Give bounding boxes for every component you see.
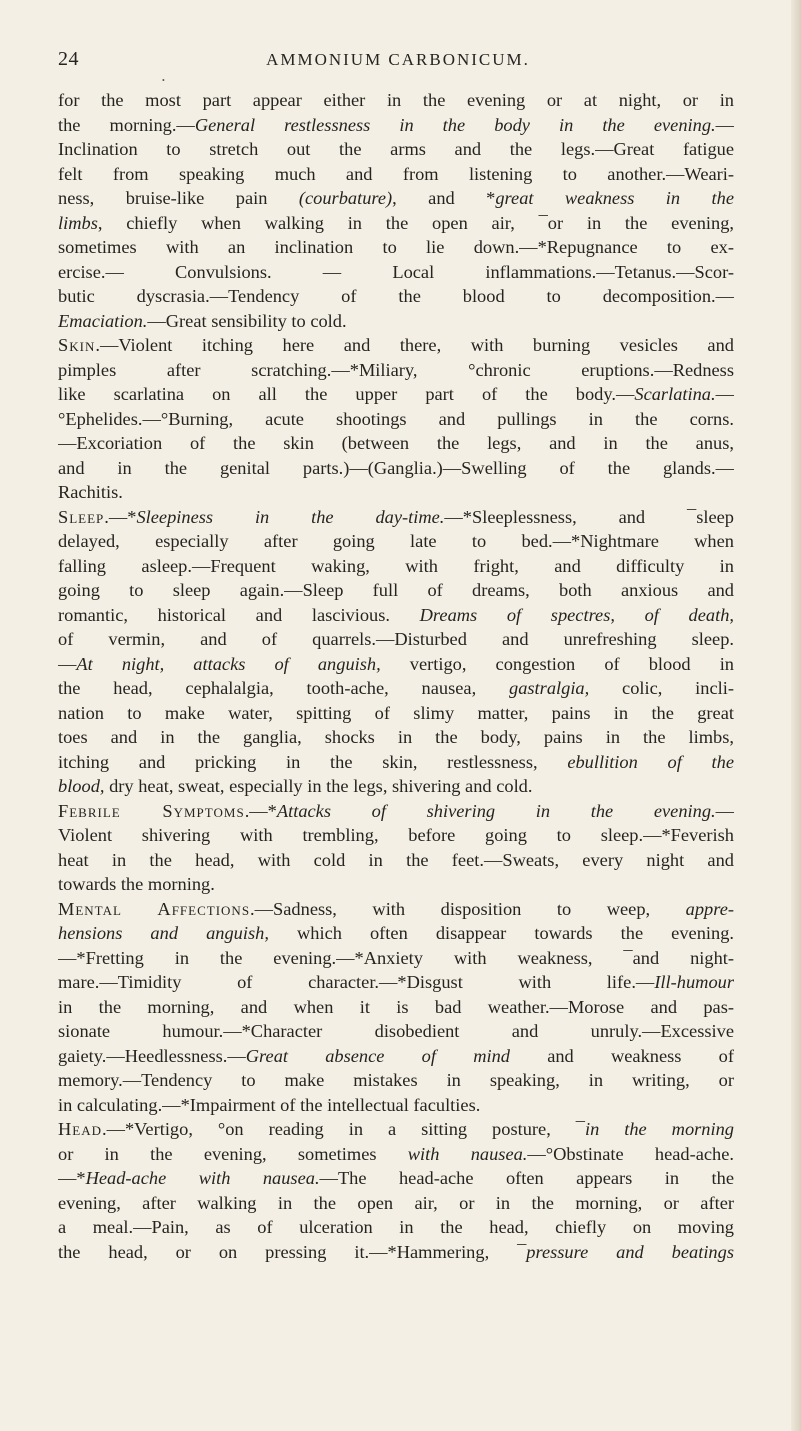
italic-phrase: blood, xyxy=(58,776,105,796)
text-line: Sleep.—*Sleepiness in the day-time.—*Sleeplessness, and ¯sleep xyxy=(58,506,734,527)
text-line: the morning.—General restlessness in the body in the evening.— xyxy=(58,114,734,135)
text-line: evening, after walking in the open air, or in the morning, or after xyxy=(58,1192,734,1213)
section-heading: Skin xyxy=(58,335,96,355)
text-line: and in the genital parts.)—(Ganglia.)—Swelling of the glands.— xyxy=(58,457,734,478)
italic-phrase: pressure and beatings xyxy=(526,1241,734,1262)
text-line: blood, dry heat, sweat, especially in the legs, shivering and cold. xyxy=(58,776,533,796)
text-line: the head, cephalalgia, tooth-ache, nausea, gastralgia, colic, incli- xyxy=(58,678,734,698)
text-line: romantic, historical and lascivious. Dreams of spectres, of death, xyxy=(58,604,734,625)
text-line: —Excoriation of the skin (between the legs, and in the anus, xyxy=(58,433,734,453)
text-line: —At night, attacks of anguish, vertigo, congestion of blood in xyxy=(58,653,734,674)
text-line: felt from speaking much and from listening to another.—Weari- xyxy=(58,163,734,184)
italic-phrase: Great absence of mind xyxy=(245,1045,510,1066)
italic-phrase: (courbature) xyxy=(298,188,393,208)
italic-phrase: limbs xyxy=(58,212,98,233)
text-line: heat in the head, with cold in the feet.—Sweats, every night and xyxy=(58,849,734,870)
text-line: pimples after scratching.—*Miliary, °chronic eruptions.—Redness xyxy=(58,359,734,380)
text-line: nation to make water, spitting of slimy matter, pains in the great xyxy=(58,702,734,723)
text-line: a meal.—Pain, as of ulceration in the head, chiefly on moving xyxy=(58,1217,734,1237)
text-line: toes and in the ganglia, shocks in the body, pains in the limbs, xyxy=(58,727,734,747)
italic-phrase: Attacks of shivering in the evening. xyxy=(276,800,716,821)
text-line: —*Head-ache with nausea.—The head-ache often appears in the xyxy=(58,1168,734,1188)
italic-phrase: Emaciation. xyxy=(58,310,148,331)
section-heading: Sleep xyxy=(58,506,105,527)
text-line: of vermin, and of quarrels.—Disturbed and unrefreshing sleep. xyxy=(58,629,734,649)
italic-phrase: ebullition of the xyxy=(567,751,734,772)
text-line: —*Fretting in the evening.—*Anxiety with weakness, ¯and night- xyxy=(58,947,734,968)
italic-phrase: hensions and anguish, xyxy=(58,923,269,943)
italic-phrase: General restlessness in the body in the evening. xyxy=(194,114,716,135)
section-heading: Head xyxy=(58,1119,102,1139)
text-line: memory.—Tendency to make mistakes in speaking, in writing, or xyxy=(58,1070,734,1090)
text-line: going to sleep again.—Sleep full of dreams, both anxious and xyxy=(58,580,734,600)
page-header xyxy=(58,48,738,85)
text-line: butic dyscrasia.—Tendency of the blood to decomposition.— xyxy=(58,286,734,306)
text-line: falling asleep.—Frequent waking, with fright, and difficulty in xyxy=(58,555,734,576)
text-line: or in the evening, sometimes with nausea.—°Obstinate head-ache. xyxy=(58,1143,734,1164)
text-line: ercise.— Convulsions. — Local inflammations.—Tetanus.—Scor- xyxy=(58,261,734,282)
body-text xyxy=(58,88,734,1264)
text-line: Inclination to stretch out the arms and the legs.—Great fatigue xyxy=(58,139,734,159)
text-line: itching and pricking in the skin, restlessness, ebullition of the xyxy=(58,751,734,772)
text-line: Mental Affections.—Sadness, with disposition to weep, appre- xyxy=(58,898,734,919)
text-line: Violent shivering with trembling, before going to sleep.—*Feverish xyxy=(58,825,734,845)
running-head: AMMONIUM CARBONICUM. xyxy=(266,50,530,69)
text-line: towards the morning. xyxy=(58,874,215,894)
italic-phrase: At night, attacks of anguish, xyxy=(76,653,381,674)
text-line: Emaciation.—Great sensibility to cold. xyxy=(58,310,347,331)
text-line: Febrile Symptoms.—*Attacks of shivering in the evening.— xyxy=(58,800,734,821)
page-edge xyxy=(791,0,801,1431)
italic-phrase: Dreams of spectres, of death, xyxy=(419,604,734,625)
text-line: Rachitis. xyxy=(58,482,123,502)
text-line: Skin.—Violent itching here and there, with burning vesicles and xyxy=(58,335,734,355)
text-line: in calculating.—*Impairment of the intellectual faculties. xyxy=(58,1094,481,1115)
text-line: sometimes with an inclination to lie down.—*Repugnance to ex- xyxy=(58,237,734,257)
italic-phrase: Ill-humour xyxy=(654,972,734,992)
section-heading: Febrile Symptoms xyxy=(58,800,245,821)
text-line: mare.—Timidity of character.—*Disgust with life.—Ill-humour xyxy=(58,972,734,992)
italic-phrase: Scarlatina. xyxy=(634,384,716,404)
italic-phrase: great weakness in the xyxy=(495,188,734,208)
ornament-dot: • xyxy=(162,76,165,85)
text-line: in the morning, and when it is bad weather.—Morose and pas- xyxy=(58,996,734,1017)
italic-phrase: appre- xyxy=(685,898,734,919)
text-line: delayed, especially after going late to bed.—*Nightmare when xyxy=(58,531,734,551)
text-line: gaiety.—Heedlessness.—Great absence of mind and weakness of xyxy=(58,1045,734,1066)
italic-phrase: in the morning xyxy=(584,1119,734,1139)
text-line: ness, bruise-like pain (courbature), and *great weakness in the xyxy=(58,188,734,208)
text-line: sionate humour.—*Character disobedient and unruly.—Excessive xyxy=(58,1021,734,1041)
italic-phrase: with nausea. xyxy=(407,1143,528,1164)
italic-phrase: Head-ache with nausea. xyxy=(85,1168,320,1188)
page-number: 24 xyxy=(58,48,79,70)
text-line: Head.—*Vertigo, °on reading in a sitting posture, ¯in the morning xyxy=(58,1119,734,1139)
text-line: limbs, chiefly when walking in the open air, ¯or in the evening, xyxy=(58,212,734,233)
text-line: like scarlatina on all the upper part of the body.—Scarlatina.— xyxy=(58,384,734,404)
italic-phrase: gastralgia, xyxy=(509,678,590,698)
text-line: hensions and anguish, which often disappear towards the evening. xyxy=(58,923,734,943)
text-line: °Ephelides.—°Burning, acute shootings and pullings in the corns. xyxy=(58,408,734,429)
text-line: the head, or on pressing it.—*Hammering, ¯pressure and beatings xyxy=(58,1241,734,1262)
text-line: for the most part appear either in the evening or at night, or in xyxy=(58,90,734,110)
italic-phrase: Sleepiness in the day-time. xyxy=(136,506,445,527)
section-heading: Mental Affections xyxy=(58,898,251,919)
